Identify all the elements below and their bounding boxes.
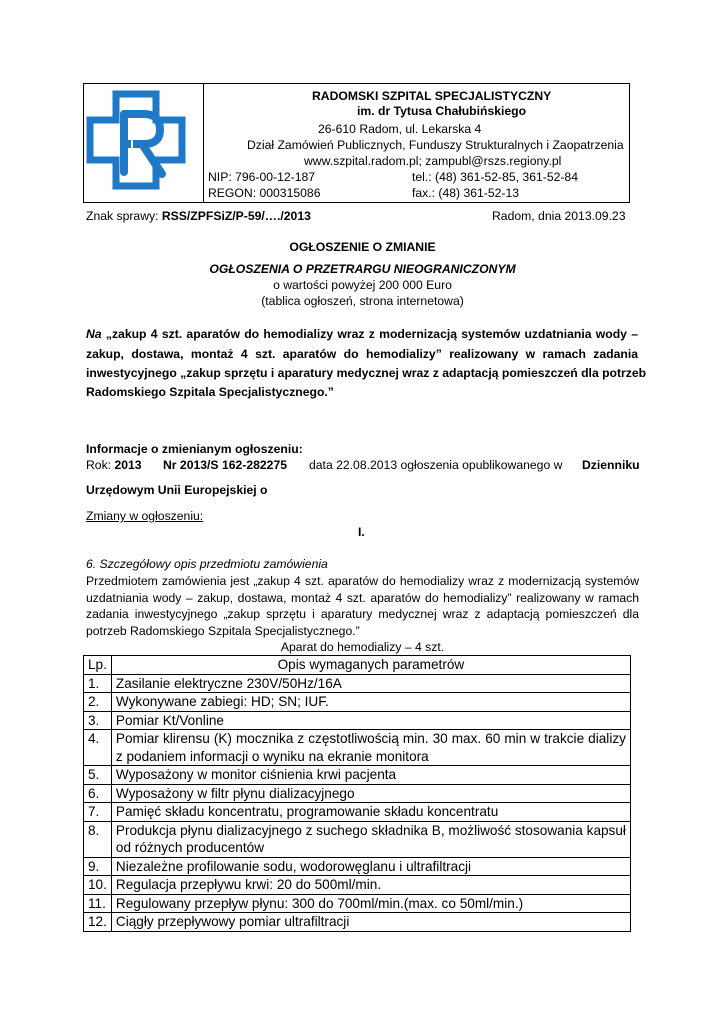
department-name: Dział Zamówień Publicznych, Funduszy Strukturalnych i Zaopatrzenia [247,138,624,152]
table-row [84,693,631,712]
hospital-cross-r-logo-icon [86,90,186,190]
row-description-line: Pomiar klirensu (K) mocznika z częstotliwością min. 30 max. 60 min w trakcie dializy [115,731,626,746]
telephone: tel.: (48) 361-52-85, 361-52-84 [412,170,578,184]
row-description [111,876,630,895]
row-description [111,803,630,822]
section-heading: 6. Szczegółowy opis przedmiotu zamówienia [86,557,328,571]
row-number: 11. [84,894,112,913]
row-description-line: Pamięć składu koncentratu, programowanie składu koncentratu [115,804,499,819]
table-row [84,730,631,766]
table-row [84,711,631,730]
row-description-line: Wyposażony w monitor ciśnienia krwi pacjenta [115,767,397,782]
row-description-line: Zasilanie elektryczne 230V/50Hz/16A [115,675,342,691]
row-description-line: z podaniem informacji o wyniku na ekranie monitora [115,748,429,764]
row-description-line: Regulacja przepływu krwi: 20 do 500ml/min. [115,877,382,892]
row-number: 12. [84,913,112,932]
hospital-address: 26-610 Radom, ul. Lekarska 4 [318,122,482,136]
table-row [84,894,631,913]
hospital-name: RADOMSKI SZPITAL SPECJALISTYCZNY [312,89,552,103]
row-number: 10. [84,876,112,895]
row-description-line: Ciągły przepływowy pomiar ultrafiltracji [115,914,350,929]
regon-number: REGON: 000315086 [208,186,321,200]
table-caption: Aparat do hemodializy – 4 szt. [280,640,445,654]
hospital-patron: im. dr Tytusa Chałubińskiego [357,104,527,118]
column-header-description: Opis wymaganych parametrów [111,656,630,675]
row-description [111,894,630,913]
subject-line-3: inwestycyjnego „zakup sprzętu i aparatury medycznej wraz z adaptacją pomieszczeń dla potrzeb [86,366,647,380]
row-description-line: od różnych producentów [115,840,265,855]
row-number: 7. [84,803,112,822]
info-date: data 22.08.2013 ogłoszenia opublikowanego w [309,458,563,472]
nip-number: NIP: 796-00-12-187 [208,170,316,184]
letterhead-divider [203,83,204,203]
column-header-lp: Lp. [84,656,112,675]
row-description-line: Wyposażony w filtr płynu dializacyjnego [115,785,355,801]
row-description [111,784,630,803]
fax: fax.: (48) 361-52-13 [412,186,520,200]
row-number: 3. [84,711,112,730]
parameters-table [83,655,631,932]
info-rok: Rok: 2013 [86,458,142,472]
description-line-1: Przedmiotem zamówienia jest „zakup 4 szt. aparatów do hemodializy wraz z modernizacją systemów [86,574,639,588]
description-line-2: uzdatniania wody – zakup, dostawa, montaż 4 szt. aparatów do hemodializy” realizowany w ramach [86,591,639,605]
notice-threshold: o wartości powyżej 200 000 Euro [273,278,452,292]
row-number: 8. [84,821,112,857]
subject-line-1: Na „zakup 4 szt. aparatów do hemodializy wraz z modernizacją systemów uzdatniania wody – [86,327,638,341]
table-row [84,674,631,693]
info-journal: Dzienniku [582,458,640,472]
description-line-3: zadania inwestycyjnego „zakup sprzętu i aparatury medycznej wraz z adaptacją pomieszczeń dla [86,607,639,621]
row-description [111,711,630,730]
row-number: 1. [84,674,112,693]
row-description [111,674,630,693]
subject-line-2: zakup, dostawa, montaż 4 szt. aparatów do hemodializy” realizowany w ramach zadania [86,347,638,361]
table-row [84,766,631,785]
description-line-4: potrzeb Radomskiego Szpitala Specjalistycznego.” [86,624,360,638]
website-email: www.szpital.radom.pl; zampubl@rszs.regiony.pl [304,154,562,168]
document-date: Radom, dnia 2013.09.23 [492,209,626,223]
notice-title: OGŁOSZENIE O ZMIANIE [289,240,436,254]
row-number: 2. [84,693,112,712]
row-description [111,693,630,712]
row-number: 9. [84,857,112,876]
case-reference: Znak sprawy: RSS/ZPFSiZ/P-59/…./2013 [86,209,311,223]
changes-roman-numeral: I. [358,525,365,539]
row-description-line: Regulowany przepływ płynu: 300 do 700ml/min.(max. co 50ml/min.) [115,895,524,911]
row-description-line: Niezależne profilowanie sodu, wodorowęglanu i ultrafiltracji [115,858,472,874]
row-description-line: Pomiar Kt/Vonline [115,712,224,728]
table-row [84,857,631,876]
table-row [84,784,631,803]
info-journal-cont: Urzędowym Unii Europejskiej o [86,483,268,497]
row-number: 4. [84,730,112,766]
table-row [84,913,631,932]
row-description [111,913,630,932]
row-description-line: Produkcja płynu dializacyjnego z suchego składnika B, możliwość stosowania kapsuł [115,822,626,838]
info-number: Nr 2013/S 162-282275 [163,458,288,472]
notice-publication: (tablica ogłoszeń, strona internetowa) [261,294,464,308]
row-description [111,857,630,876]
row-description-line: Wykonywane zabiegi: HD; SN; IUF. [115,694,329,709]
row-description [111,766,630,785]
info-heading: Informacje o zmienianym ogłoszeniu: [86,442,303,456]
table-header-row [84,656,631,675]
row-number: 6. [84,784,112,803]
notice-subtitle: OGŁOSZENIA O PRZETRARGU NIEOGRANICZONYM [209,262,516,276]
table-row [84,821,631,857]
table-row [84,803,631,822]
changes-heading: Zmiany w ogłoszeniu: [86,509,204,523]
subject-line-4: Radomskiego Szpitala Specjalistycznego.” [86,385,334,399]
row-description [111,821,630,857]
table-row [84,876,631,895]
row-description [111,730,630,766]
row-number: 5. [84,766,112,785]
